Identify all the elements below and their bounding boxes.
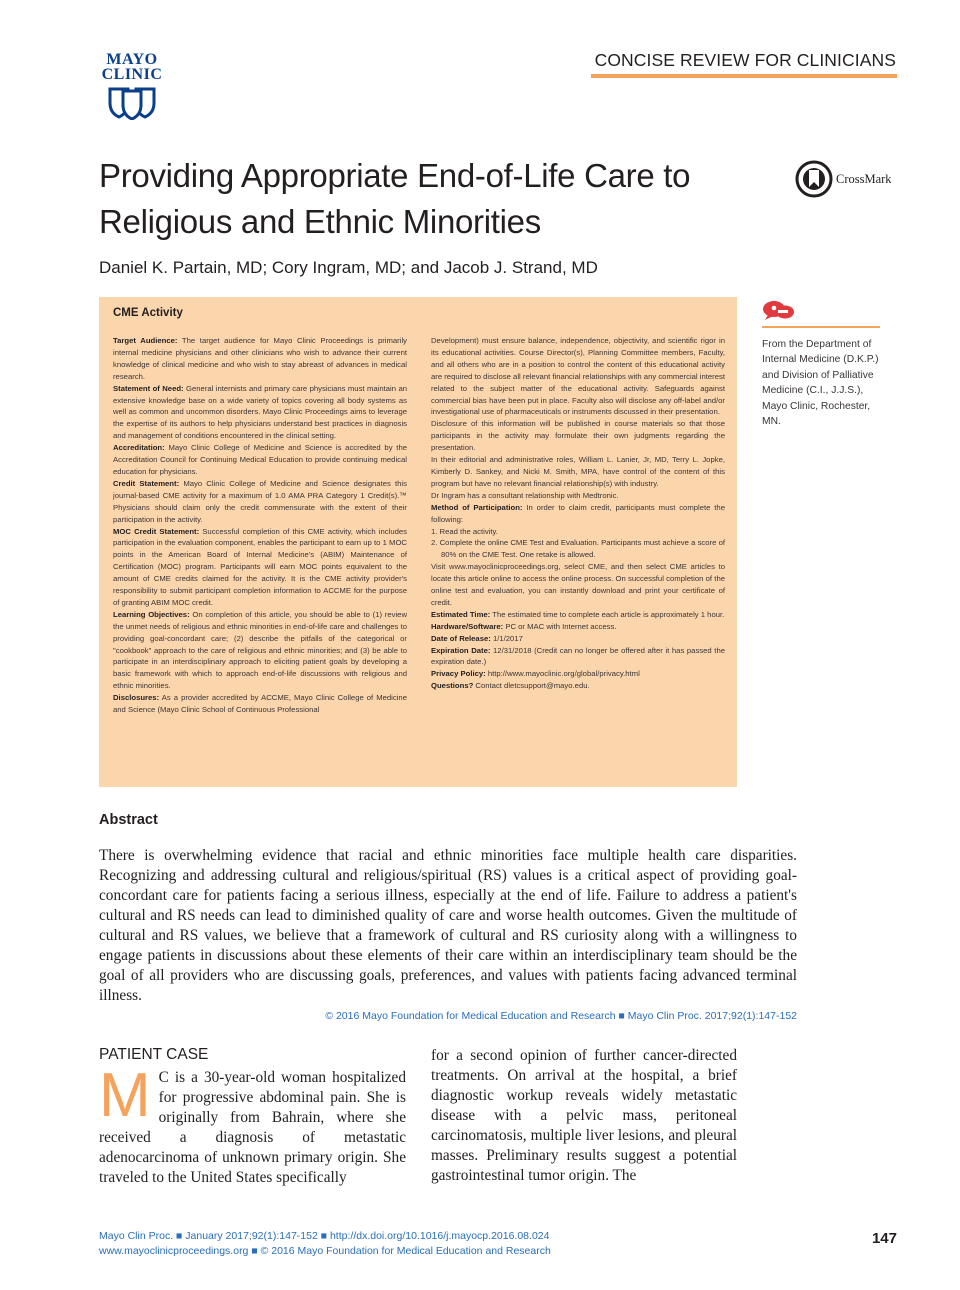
crossmark-badge[interactable] — [795, 160, 900, 196]
crossmark-label: CrossMark — [836, 172, 892, 186]
author-list: Daniel K. Partain, MD; Cory Ingram, MD; and Jacob J. Strand, MD — [99, 258, 598, 277]
cme-label: Statement of Need: — [113, 383, 184, 393]
patient-case-heading: PATIENT CASE — [99, 1046, 209, 1063]
abstract-heading: Abstract — [99, 812, 158, 828]
cme-paragraph — [113, 609, 407, 692]
cme-text: As a provider accredited by ACCME, Mayo Clinic College of Medicine and Science (Mayo Clinic School of Continuous Professional — [113, 693, 407, 715]
cme-paragraph — [113, 526, 407, 609]
affiliation-rule — [762, 326, 880, 328]
abstract-copyright: © 2016 Mayo Foundation for Medical Education and Research ■ Mayo Clin Proc. 2017;92(1):147-152 — [325, 1010, 797, 1022]
cme-paragraph — [431, 335, 725, 418]
cme-text: 1/1/2017 — [490, 633, 523, 643]
cme-text: Development) must ensure balance, independence, objectivity, and scientific rigor in its educational activities. Course Director(s), Planning Committee members, Faculty, and all others who are in a position to control the content of this educational activity are required to disclose all relevant financial relationships with any commercial interest related to the subject matter of the educational activity. Safeguards against commercial bias have been put in place. Faculty also will disclose any off-label and/or investigational use of pharmaceuticals or instruments discussed in their presentation. — [431, 336, 725, 417]
cme-text: Mayo Clinic College of Medicine and Science is accredited by the Accreditation Council for Continuing Medical Education to provide continuing medical education for physicians. — [113, 443, 407, 476]
cme-text: 2. Complete the online CME Test and Evaluation. Participants must achieve a score of 80% on the CME Test. One retake is allowed. — [431, 538, 725, 560]
cme-text: Mayo Clinic College of Medicine and Science designates this journal-based CME activity for a maximum of 1.0 AMA PRA Category 1 Credit(s).™ Physicians should claim only the credit commensurate with the extent of their participation in the activity. — [113, 478, 407, 524]
section-rule — [591, 74, 897, 78]
cme-label: Hardware/Software: — [431, 621, 504, 631]
cme-paragraph — [431, 490, 725, 502]
logo-line-2: CLINIC — [101, 66, 163, 83]
section-label: CONCISE REVIEW FOR CLINICIANS — [594, 50, 896, 70]
cme-paragraph — [431, 609, 725, 621]
speech-bubble-icon — [762, 299, 796, 321]
cme-column-right — [431, 335, 725, 692]
patient-case-column-1 — [99, 1061, 406, 1188]
cme-text: Visit www.mayoclinicproceedings.org, select CME, and then select CME articles to locate this article online to access the online process. On successful completion of the online test and evaluation, you can instantly download and print your certificate of credit. — [431, 562, 725, 607]
cme-text: The estimated time to complete each article is approximately 1 hour. — [490, 609, 725, 619]
cme-label: Target Audience: — [113, 336, 178, 345]
cme-paragraph — [431, 633, 725, 645]
cme-label: Estimated Time: — [431, 609, 491, 619]
cme-label: Method of Participation: — [431, 502, 523, 512]
patient-case-text-1: C is a 30-year-old woman hospitalized for progressive abdominal pain. She is originally from Bahrain, where she received a diagnosis of metastatic adenocarcinoma of unknown primary origin. She traveled to the United States specifically — [99, 1069, 406, 1186]
cme-paragraph — [431, 561, 725, 609]
cme-paragraph — [431, 668, 725, 680]
cme-text: Successful completion of this CME activity, which includes participation in the evaluation component, enables the participant to earn up to 1 MOC points in the American Board of Internal Medicine's (ABIM) Maintenance of Certification (MOC) program. Participants will earn MOC points equivalent to the amount of CME credits claimed for the activity. It is the CME activity provider's responsibility to submit participant completion information to ACCME for the purpose of granting ABIM MOC credit. — [113, 526, 407, 607]
cme-paragraph — [431, 537, 725, 561]
drop-cap: M — [99, 1061, 151, 1130]
cme-text: Dr Ingram has a consultant relationship with Medtronic. — [431, 490, 619, 500]
cme-text: The target audience for Mayo Clinic Proceedings is primarily internal medicine physicians and other clinicians who wish to advance their current knowledge of clinical medicine and who wish to stay abreast of advances in medical research. — [113, 336, 407, 381]
cme-text: http://www.mayoclinic.org/global/privacy.html — [485, 669, 640, 679]
cme-label: Date of Release: — [431, 633, 491, 643]
cme-text: PC or MAC with Internet access. — [503, 621, 617, 631]
cme-paragraph — [113, 335, 407, 383]
cme-paragraph — [113, 692, 407, 716]
cme-paragraph — [431, 526, 725, 538]
cme-paragraph — [113, 478, 407, 526]
cme-label: Credit Statement: — [113, 478, 180, 488]
cme-text: On completion of this article, you should be able to (1) review the unmet needs of religious and ethnic minorities in end-of-life care and challenges to providing goal-concordant care; (2) describe the pitfalls of the categorical or "cookbook" approach to the care of religious and ethnic minorities; and (3) be able to participate in an interdisciplinary approach to eliciting patient goals by developing a basic framework with which to approach end-of-life discussions with religious and ethnic minorities. — [113, 609, 407, 691]
cme-label: Accreditation: — [113, 443, 165, 453]
cme-paragraph — [431, 502, 725, 526]
cme-paragraph — [113, 442, 407, 478]
cme-text: 1. Read the activity. — [431, 526, 498, 536]
cme-text: 12/31/2018 (Credit can no longer be offered after it has passed the expiration date.) — [431, 645, 725, 667]
cme-label: Privacy Policy: — [431, 669, 486, 679]
cme-text: General internists and primary care physicians must maintain an extensive knowledge base on a wide variety of topics covering all body systems as well as common and uncommon disorders. Mayo Clinic Proceedings aims to leverage the expertise of its authors to help physicians understand best practices in diagnosis and management of conditions encountered in the clinical setting. — [113, 383, 407, 441]
cme-paragraph — [431, 680, 725, 692]
cme-paragraph — [113, 383, 407, 443]
logo-line-1: MAYO — [106, 51, 158, 68]
abstract-text: There is overwhelming evidence that racial and ethnic minorities face multiple health care disparities. Recognizing and addressing cultural and religious/spiritual (RS) values is a critical aspect of providing goal-concordant care for patients facing a serious illness, especially at the end of life. Failure to address a patient's cultural and RS needs can lead to diminished quality of care and worse health outcomes. Given the multitude of cultural and RS values, we believe that a framework of cultural and RS curiosity along with a willingness to engage patients in discussions about these elements of their care within an interdisciplinary team should be the goal of all providers who are discussing goals, preferences, and values with patients facing advanced terminal illness. — [99, 847, 797, 1004]
cme-activity-box — [99, 297, 737, 787]
cme-title: CME Activity — [113, 307, 183, 319]
article-title: Providing Appropriate End-of-Life Care to Religious and Ethnic Minorities — [99, 157, 691, 240]
citation-footer[interactable]: Mayo Clin Proc. ■ January 2017;92(1):147-152 ■ http://dx.doi.org/10.1016/j.mayocp.2016.08.024 — [99, 1230, 550, 1242]
cme-text: Disclosure of this information will be published in course materials so that those participants in the activity may formulate their own judgments regarding the presentation. — [431, 419, 725, 453]
cme-paragraph — [431, 454, 725, 490]
crossmark-icon — [795, 160, 833, 198]
cme-paragraph — [431, 418, 725, 454]
three-shields-icon — [107, 86, 157, 120]
cme-label: Questions? — [431, 681, 474, 691]
website-footer[interactable]: www.mayoclinicproceedings.org ■ © 2016 Mayo Foundation for Medical Education and Research — [99, 1245, 551, 1257]
cme-label: Learning Objectives: — [113, 609, 190, 619]
cme-label: MOC Credit Statement: — [113, 526, 200, 536]
cme-paragraph — [431, 645, 725, 669]
cme-label: Disclosures: — [113, 693, 160, 703]
cme-text: Contact dletcsupport@mayo.edu. — [473, 681, 590, 691]
cme-text: In order to claim credit, participants must complete the following: — [431, 502, 725, 524]
page-number: 147 — [871, 1230, 897, 1247]
cme-paragraph — [431, 621, 725, 633]
mayo-clinic-logo — [97, 52, 167, 120]
patient-case-column-2: for a second opinion of further cancer-directed treatments. On arrival at the hospital, a brief diagnostic workup reveals widely metastatic disease with a pelvic mass, peritoneal carcinomatosis, multiple liver lesions, and pleural masses. Preliminary results suggest a potential gastrointestinal tumor origin. The — [431, 1047, 737, 1184]
affiliation-note: From the Department of Internal Medicine (D.K.P.) and Division of Palliative Medicine (C.I., J.J.S.), Mayo Clinic, Rochester, MN. — [762, 339, 879, 428]
cme-label: Expiration Date: — [431, 645, 491, 655]
cme-text: In their editorial and administrative roles, William L. Lanier, Jr, MD, Terry L. Jopke, Kimberly D. Sankey, and Nicki M. Smith, MPA, have control of the content of this program but have no relevant financial relationship(s) with industry. — [431, 455, 725, 488]
cme-column-left — [113, 335, 407, 716]
